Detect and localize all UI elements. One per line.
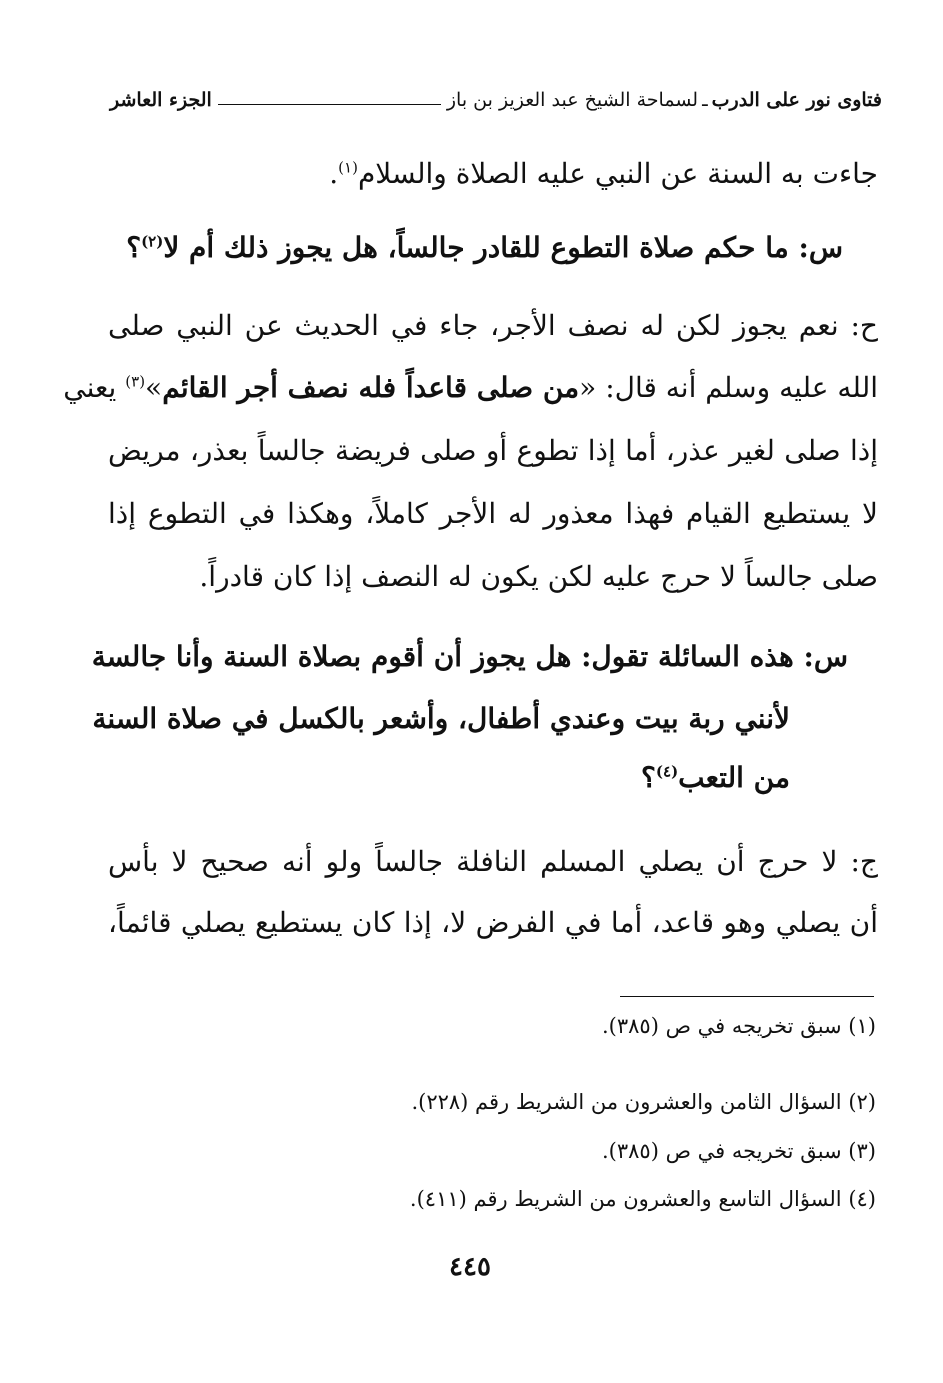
answer-1-line-2: الله عليه وسلم أنه قال: «من صلى قاعداً فله نصف أجر القائم»$^{(٣)}$ يعني [63,371,878,404]
footnote-ref: (٤) [655,762,679,781]
answer-2-line-1: ج: لا حرج أن يصلي المسلم النافلة جالساً ولو أنه صحيح لا بأس [108,845,878,878]
header-dash: ـ [702,89,708,111]
book-title: فتاوى نور على الدرب [711,89,882,111]
footnote-ref: (٢) [141,232,164,251]
footnote-ref: (١) [338,158,358,177]
running-header [110,80,882,120]
footnote-separator [620,996,874,997]
book-author: لسماحة الشيخ عبد العزيز بن باز [446,89,699,111]
question-2-line-3: من التعب$^{(٤)}$؟ [641,761,790,794]
question-2-line-1: س: هذه السائلة تقول: هل يجوز أن أقوم بصلاة السنة وأنا جالسة [91,640,848,673]
question-label: س: [798,231,843,264]
footnote-4: (٤) السؤال التاسع والعشرون من الشريط رقم (٤١١). [409,1187,876,1211]
volume-label: الجزء العاشر [110,89,212,111]
hadith-quote: من صلى قاعداً فله نصف أجر القائم [162,371,580,404]
answer-1-line-3: إذا صلى لغير عذر، أما إذا تطوع أو صلى فريضة جالساً بعذر، مريض [108,434,878,467]
answer-1-line-1: ح: نعم يجوز لكن له نصف الأجر، جاء في الحديث عن النبي صلى [108,309,878,342]
answer-1-line-5: صلى جالساً لا حرج عليه لكن يكون له النصف إذا كان قادراً. [199,560,878,593]
footnote-2: (٢) السؤال الثامن والعشرون من الشريط رقم (٢٢٨). [411,1090,876,1114]
page-number: ٤٤٥ [449,1252,491,1282]
header-rule [218,104,441,105]
question-1: س: ما حكم صلاة التطوع للقادر جالساً، هل يجوز ذلك أم لا$^{(٢)}$؟ [126,231,843,264]
answer-2-line-2: أن يصلي وهو قاعد، أما في الفرض لا، إذا كان يستطيع يصلي قائماً، [108,906,878,939]
question-2-line-2: لأنني ربة بيت وعندي أطفال، وأشعر بالكسل في صلاة السنة [92,702,790,735]
footnote-ref: (٣) [125,372,146,391]
body-line: جاءت به السنة عن النبي عليه الصلاة والسلام$^{(١)}$. [329,157,878,190]
footnote-3: (٣) سبق تخريجه في ص (٣٨٥). [602,1139,876,1163]
question-label: س: [803,640,848,673]
footnote-1: (١) سبق تخريجه في ص (٣٨٥). [602,1014,876,1038]
answer-1-line-4: لا يستطيع القيام فهذا معذور له الأجر كاملاً، وهكذا في التطوع إذا [108,497,878,530]
